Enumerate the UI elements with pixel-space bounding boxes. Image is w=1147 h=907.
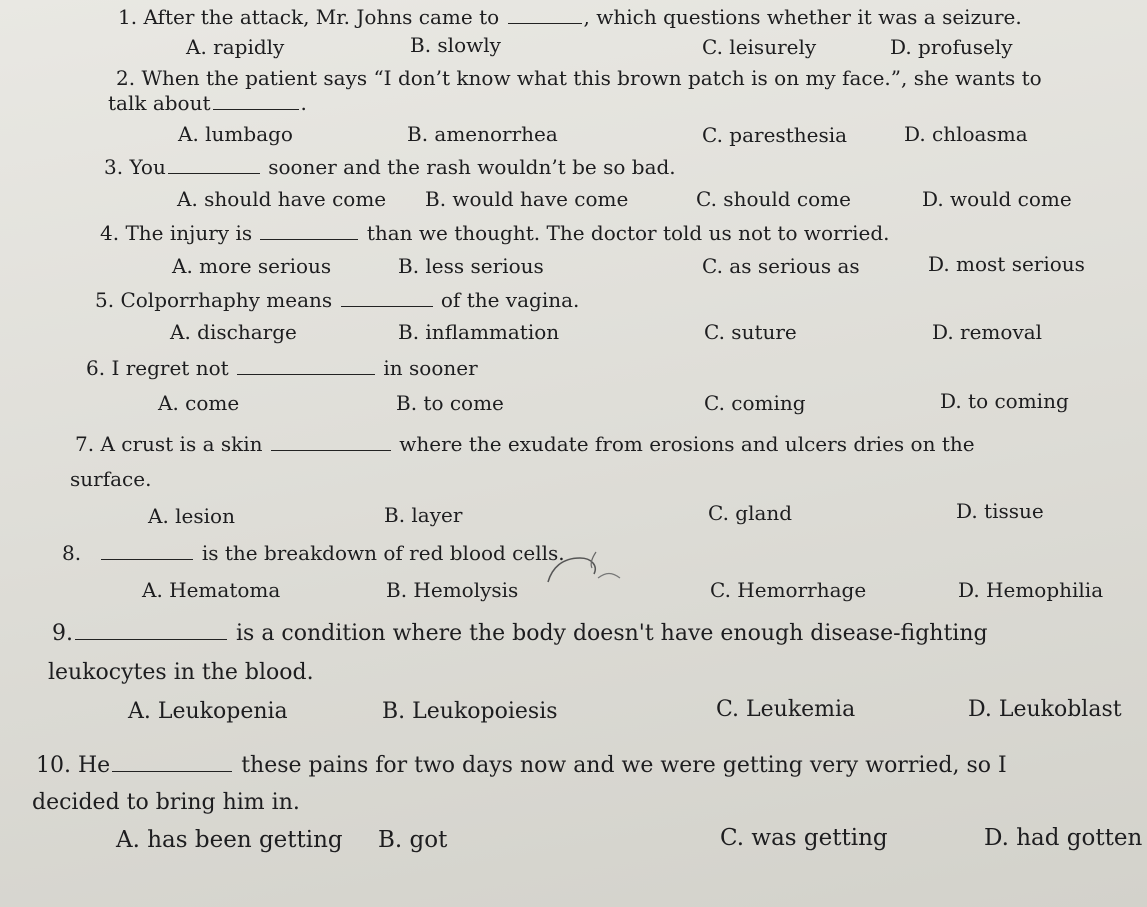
option-a: A. discharge [170, 320, 297, 344]
option-c: C. Leukemia [716, 697, 856, 722]
answer-blank [213, 108, 299, 110]
question-text: I regret not [111, 356, 229, 380]
option-a: A. has been getting [116, 827, 343, 853]
question-10-line-2: decided to bring him in. [32, 790, 300, 815]
question-8 [62, 541, 565, 565]
question-number: 9. [52, 621, 73, 646]
question-text: than we thought. The doctor told us not to worried. [366, 221, 890, 245]
option-d: D. would come [922, 187, 1072, 211]
option-b: B. to come [396, 391, 504, 415]
question-text: , which questions whether it was a seizure. [583, 5, 1022, 29]
option-c: C. gland [708, 501, 793, 525]
option-b: B. inflammation [398, 320, 560, 344]
question-text: of the vagina. [440, 288, 580, 312]
question-text: The injury is [125, 221, 253, 245]
option-c: C. as serious as [702, 254, 860, 278]
option-b: B. Hemolysis [386, 578, 519, 602]
question-9-line-2: leukocytes in the blood. [48, 660, 314, 685]
question-text: where the exudate from erosions and ulcers dries on the [399, 432, 975, 456]
option-b: B. would have come [425, 187, 629, 211]
answer-blank [341, 305, 433, 307]
question-text: talk about [108, 91, 211, 115]
option-d: D. had gotten [984, 825, 1143, 851]
option-a: A. come [158, 391, 240, 415]
question-7-line-2: surface. [70, 467, 152, 491]
option-b: B. slowly [410, 33, 501, 57]
question-number: 1. [118, 5, 138, 29]
option-a: A. lumbago [178, 122, 293, 146]
option-a: A. Leukopenia [128, 699, 288, 724]
option-c: C. Hemorrhage [710, 578, 867, 602]
option-d: D. tissue [956, 499, 1044, 523]
option-a: A. rapidly [186, 35, 285, 59]
question-number: 3. [104, 155, 124, 179]
answer-blank [508, 22, 582, 24]
answer-blank [101, 558, 193, 560]
option-d: D. Leukoblast [968, 697, 1122, 722]
pencil-mark [540, 538, 630, 598]
option-c: C. leisurely [702, 35, 817, 59]
question-number: 2. [116, 66, 136, 90]
question-3 [104, 155, 676, 179]
question-text: After the attack, Mr. Johns came to [143, 5, 500, 29]
question-10 [36, 752, 1007, 780]
question-5 [95, 288, 579, 312]
option-d: D. removal [932, 320, 1043, 344]
option-d: D. profusely [890, 35, 1013, 59]
question-number: 7. [75, 432, 95, 456]
option-a: A. more serious [172, 254, 332, 278]
answer-blank [237, 373, 375, 375]
question-text: When the patient says “I don’t know what this brown patch is on my face.”, she wants to [141, 66, 1042, 90]
option-c: C. suture [704, 320, 797, 344]
question-7 [75, 432, 975, 456]
option-b: B. Leukopoiesis [382, 699, 558, 724]
option-a: A. lesion [148, 504, 235, 528]
question-4 [100, 221, 890, 245]
question-number: 6. [86, 356, 106, 380]
answer-blank [271, 449, 391, 451]
question-text: He [78, 753, 111, 778]
option-d: D. Hemophilia [958, 578, 1104, 602]
option-a: A. Hematoma [142, 578, 281, 602]
answer-blank [112, 770, 232, 772]
question-text: in sooner [383, 356, 478, 380]
question-number: 4. [100, 221, 120, 245]
question-text: . [300, 91, 307, 115]
question-text: these pains for two days now and we were getting very worried, so I [241, 753, 1007, 778]
question-2 [116, 66, 1042, 90]
question-1 [118, 5, 1022, 29]
option-b: B. less serious [398, 254, 544, 278]
option-b: B. got [378, 827, 448, 853]
option-a: A. should have come [177, 187, 387, 211]
option-b: B. layer [384, 503, 463, 527]
answer-blank [75, 638, 227, 640]
option-d: D. most serious [928, 252, 1085, 276]
question-2-line-2 [108, 91, 307, 115]
question-number: 10. [36, 753, 71, 778]
option-c: C. should come [696, 187, 851, 211]
question-number: 8. [62, 541, 82, 565]
question-number: 5. [95, 288, 115, 312]
option-d: D. to coming [940, 389, 1069, 413]
option-c: C. coming [704, 391, 806, 415]
question-6 [86, 356, 478, 380]
option-c: C. was getting [720, 825, 888, 851]
option-d: D. chloasma [904, 122, 1028, 146]
option-b: B. amenorrhea [407, 122, 558, 146]
question-text: is the breakdown of red blood cells. [201, 541, 565, 565]
question-text: sooner and the rash wouldn’t be so bad. [268, 155, 676, 179]
answer-blank [168, 172, 260, 174]
option-c: C. paresthesia [702, 123, 848, 147]
answer-blank [260, 238, 358, 240]
question-9 [52, 621, 988, 647]
question-text: is a condition where the body doesn't have enough disease-fighting [236, 621, 988, 646]
question-text: You [129, 155, 166, 179]
question-text: A crust is a skin [100, 432, 263, 456]
question-text: Colporrhaphy means [120, 288, 333, 312]
